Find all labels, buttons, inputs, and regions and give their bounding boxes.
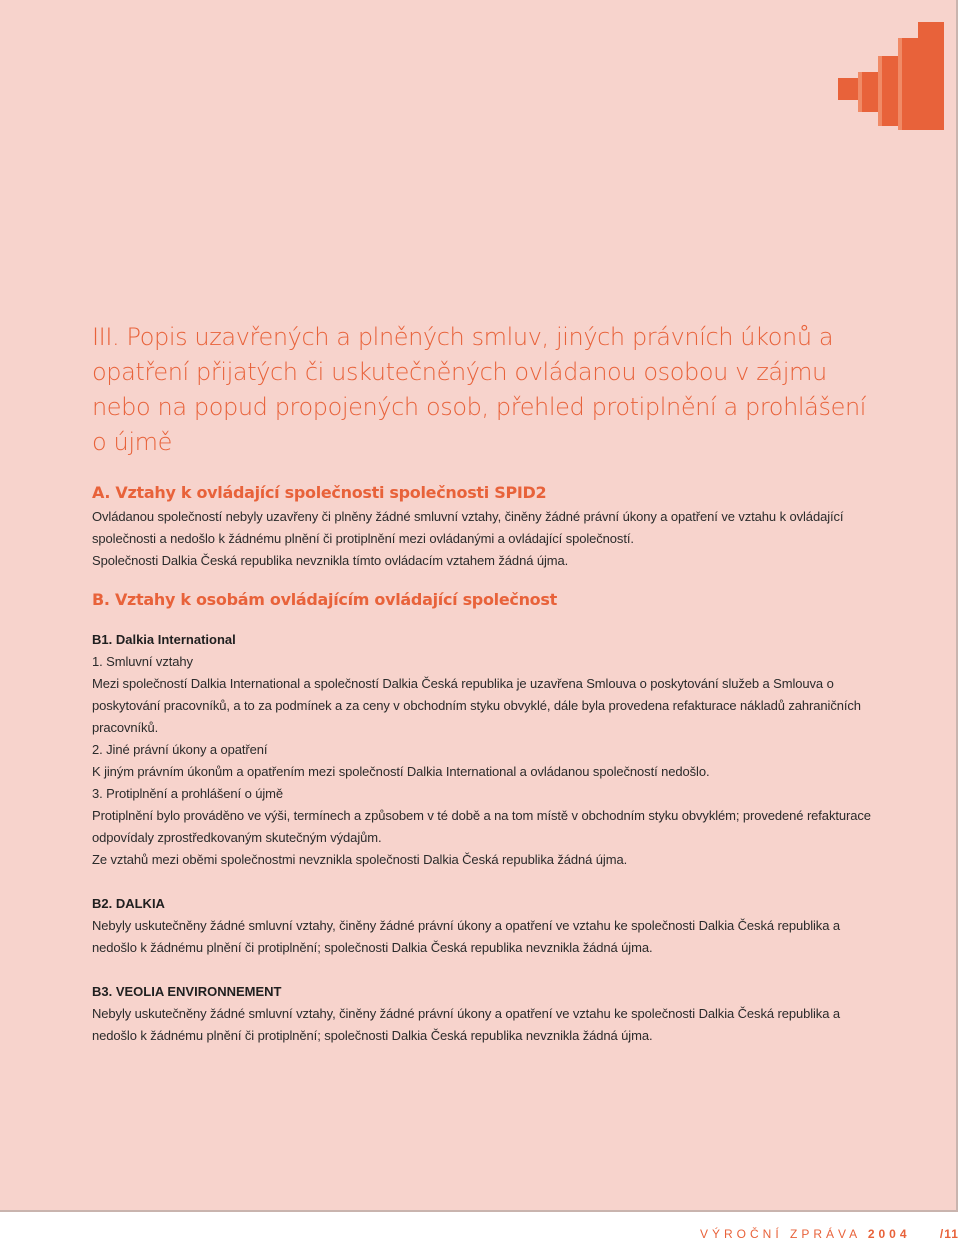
- b1-line: Protiplnění bylo prováděno ve výši, termínech a způsobem v té době a na tom místě v obchodním styku obvyklém; provedené refakturace odpovídaly zprostředkovaným skutečným výdajům.: [92, 808, 871, 845]
- b1-line: Mezi společností Dalkia International a společností Dalkia Česká republika je uzavřena Smlouva o poskytování služeb a Smlouva o poskytování pracovníků, a to za podmínek a za ceny v obchodním styku obvyklé, dále byla provedena refakturace nákladů zahraničních pracovníků.: [92, 676, 861, 735]
- section-a-paragraph: Společnosti Dalkia Česká republika nevznikla tímto ovládacím vztahem žádná újma.: [92, 553, 569, 568]
- page-title: III. Popis uzavřených a plněných smluv, jiných právních úkonů a opatření přijatých či uskutečněných ovládanou osobou v zájmu nebo na popud propojených osob, přehled protiplnění a prohlášení o újmě: [92, 323, 867, 456]
- footer-year: 2004: [867, 1227, 911, 1241]
- b3-text: Nebyly uskutečněny žádné smluvní vztahy, činěny žádné právní úkony a opatření ve vztahu ke společnosti Dalkia Česká republika a nedošlo k žádnému plnění či protiplnění; společnosti Dalkia Česká republika nevznikla žádná újma.: [92, 1006, 840, 1043]
- b1-line: Ze vztahů mezi oběmi společnostmi nevznikla společnosti Dalkia Česká republika žádná újma.: [92, 852, 628, 867]
- b3-heading: B3. VEOLIA ENVIRONNEMENT: [92, 984, 282, 999]
- section-a-heading: A. Vztahy k ovládající společnosti společnosti SPID2: [92, 483, 547, 502]
- section-b-heading: B. Vztahy k osobám ovládajícím ovládající společnost: [92, 590, 557, 609]
- page-number: /11: [939, 1227, 959, 1241]
- page-footer: [700, 1227, 960, 1247]
- b1-line: K jiným právním úkonům a opatřením mezi společností Dalkia International a ovládanou společností nedošlo.: [92, 764, 710, 779]
- footer-report-label: VÝROČNÍ ZPRÁVA: [700, 1227, 861, 1241]
- b2-heading: B2. DALKIA: [92, 896, 165, 911]
- b1-line: 3. Protiplnění a prohlášení o újmě: [92, 786, 283, 801]
- company-logo-icon: [838, 22, 946, 132]
- b1-line: 1. Smluvní vztahy: [92, 654, 193, 669]
- section-a-paragraph: Ovládanou společností nebyly uzavřeny či plněny žádné smluvní vztahy, činěny žádné právní úkony a opatření ve vztahu k ovládající společnosti a nedošlo k žádnému plnění či protiplnění mezi ovládanými a ovládající společností.: [92, 509, 844, 546]
- report-content: [92, 320, 882, 1047]
- b2-text: Nebyly uskutečněny žádné smluvní vztahy, činěny žádné právní úkony a opatření ve vztahu ke společnosti Dalkia Česká republika a nedošlo k žádnému plnění či protiplnění; společnosti Dalkia Česká republika nevznikla žádná újma.: [92, 918, 840, 955]
- b1-heading: B1. Dalkia International: [92, 632, 236, 647]
- b1-line: 2. Jiné právní úkony a opatření: [92, 742, 268, 757]
